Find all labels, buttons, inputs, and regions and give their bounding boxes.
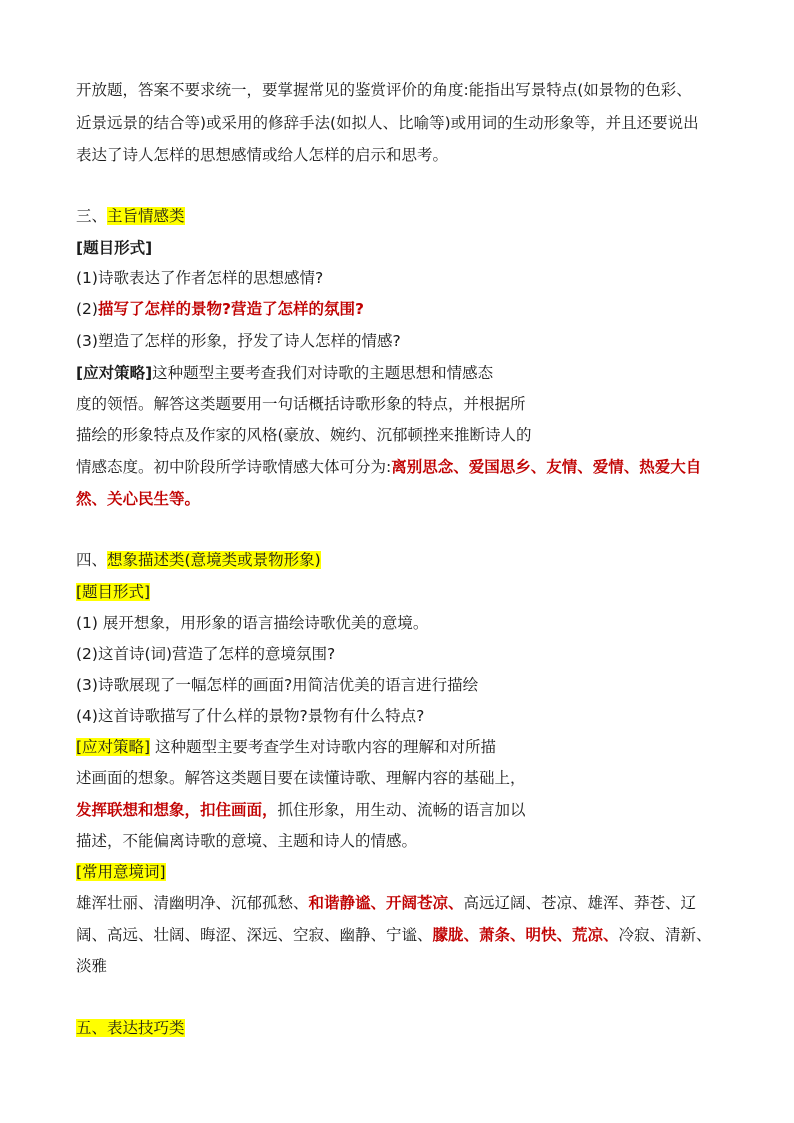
section4-words-label-text: [常用意境词]: [76, 863, 166, 881]
section3-strategy-line-4: [76, 457, 701, 477]
section5-title: 表达技巧类: [107, 1019, 185, 1037]
section3-strategy-line-1: [76, 363, 493, 383]
section4-question-2: [76, 644, 335, 664]
section4-number: 四、: [76, 551, 108, 569]
section4-words-label: [76, 862, 166, 882]
section3-form-label-text: [题目形式]: [76, 239, 153, 257]
section4-strategy-key-point: 发挥联想和想象，扣住画面，: [76, 801, 278, 819]
section3-strategy-text-4: 情感态度。初中阶段所学诗歌情感大体可分为:: [76, 458, 392, 476]
section3-q2-number: (2): [76, 300, 98, 318]
section3-strategy-text-2: 度的领悟。解答这类题要用一句话概括诗歌形象的特点，并根据所: [76, 395, 526, 413]
section3-strategy-line-5: [76, 489, 200, 509]
section4-words-line-3: [76, 956, 107, 976]
section4-strategy-text-3: 抓住形象，用生动、流畅的语言加以: [277, 801, 526, 819]
section4-question-4: [76, 706, 424, 726]
section4-words-2b: 冷寂、清新、: [618, 926, 712, 944]
section5-number: 五、: [76, 1019, 108, 1037]
section4-words-1-highlight: 和谐静谧、开阔苍凉、: [308, 894, 464, 912]
intro-text-2: 近景远景的结合等)或采用的修辞手法(如拟人、比喻等)或用词的生动形象等，并且还要说出: [76, 114, 699, 132]
section3-question-1: [76, 268, 323, 288]
section4-strategy-text-1: 这种题型主要考查学生对诗歌内容的理解和对所描: [150, 738, 497, 756]
section3-number: 三、: [76, 207, 108, 225]
section4-strategy-line-3: [76, 800, 526, 820]
section3-strategy-text-1: 这种题型主要考查我们对诗歌的主题思想和情感态: [152, 364, 494, 382]
intro-line-3: [76, 145, 448, 165]
intro-text-3: 表达了诗人怎样的思想感情或给人怎样的启示和思考。: [76, 146, 449, 164]
section4-words-line-2: [76, 925, 712, 945]
section4-title: 想象描述类(意境类或景物形象): [107, 551, 321, 569]
section4-q2-text: (2)这首诗(词)营造了怎样的意境氛围?: [76, 645, 336, 663]
section4-q1-text: (1) 展开想象，用形象的语言描绘诗歌优美的意境。: [76, 614, 429, 632]
section3-emotion-categories: 离别思念、爱国思乡、友情、爱情、热爱大自: [391, 458, 702, 476]
section3-q3-text: (3)塑造了怎样的形象，抒发了诗人怎样的情感?: [76, 332, 401, 350]
section3-strategy-text-3: 描绘的形象特点及作家的风格(豪放、婉约、沉郁顿挫来推断诗人的: [76, 426, 532, 444]
section4-strategy-label: [应对策略]: [76, 738, 151, 756]
section3-question-3: [76, 331, 401, 351]
section4-words-line-1: [76, 893, 696, 913]
section4-question-3: [76, 675, 478, 695]
section4-strategy-line-4: [76, 831, 417, 851]
section4-strategy-text-4: 描述，不能偏离诗歌的意境、主题和诗人的情感。: [76, 832, 418, 850]
section4-words-1b: 高远辽阔、苍凉、雄浑、莽苍、辽: [463, 894, 697, 912]
section4-q3-text: (3)诗歌展现了一幅怎样的画面?用简洁优美的语言进行描绘: [76, 676, 479, 694]
section3-q1-text: (1)诗歌表达了作者怎样的思想感情?: [76, 269, 324, 287]
section3-strategy-line-3: [76, 425, 532, 445]
section3-strategy-line-2: [76, 394, 526, 414]
section3-question-2: [76, 299, 364, 319]
section4-strategy-line-2: [76, 768, 526, 788]
section4-words-3: 淡雅: [76, 957, 108, 975]
section4-strategy-text-2: 述画面的想象。解答这类题目要在读懂诗歌、理解内容的基础上，: [76, 769, 526, 787]
section5-heading: [76, 1018, 185, 1038]
intro-text-1: 开放题，答案不要求统一，要掌握常见的鉴赏评价的角度:能指出写景特点(如景物的色彩、: [76, 81, 692, 99]
section4-words-2-highlight: 朦胧、萧条、明快、荒凉、: [432, 926, 619, 944]
section3-title: 主旨情感类: [107, 207, 185, 225]
section4-words-1a: 雄浑壮丽、清幽明净、沉郁孤愁、: [76, 894, 309, 912]
section4-question-1: [76, 613, 428, 633]
section4-words-2a: 阔、高远、壮阔、晦涩、深远、空寂、幽静、宁谧、: [76, 926, 433, 944]
section4-form-label-text: [题目形式]: [76, 583, 151, 601]
intro-line-2: [76, 113, 699, 133]
section4-heading: [76, 550, 321, 570]
intro-line-1: [76, 80, 692, 100]
section3-heading: [76, 206, 185, 226]
section4-form-label: [76, 582, 150, 602]
section3-strategy-label: [应对策略]: [76, 364, 153, 382]
section4-strategy-line-1: [76, 737, 496, 757]
section3-form-label: [76, 238, 152, 258]
section3-emotion-categories-end: 然、关心民生等。: [76, 490, 201, 508]
section4-q4-text: (4)这首诗歌描写了什么样的景物?景物有什么特点?: [76, 707, 425, 725]
section3-q2-text: 描写了怎样的景物?营造了怎样的氛围?: [97, 300, 364, 318]
